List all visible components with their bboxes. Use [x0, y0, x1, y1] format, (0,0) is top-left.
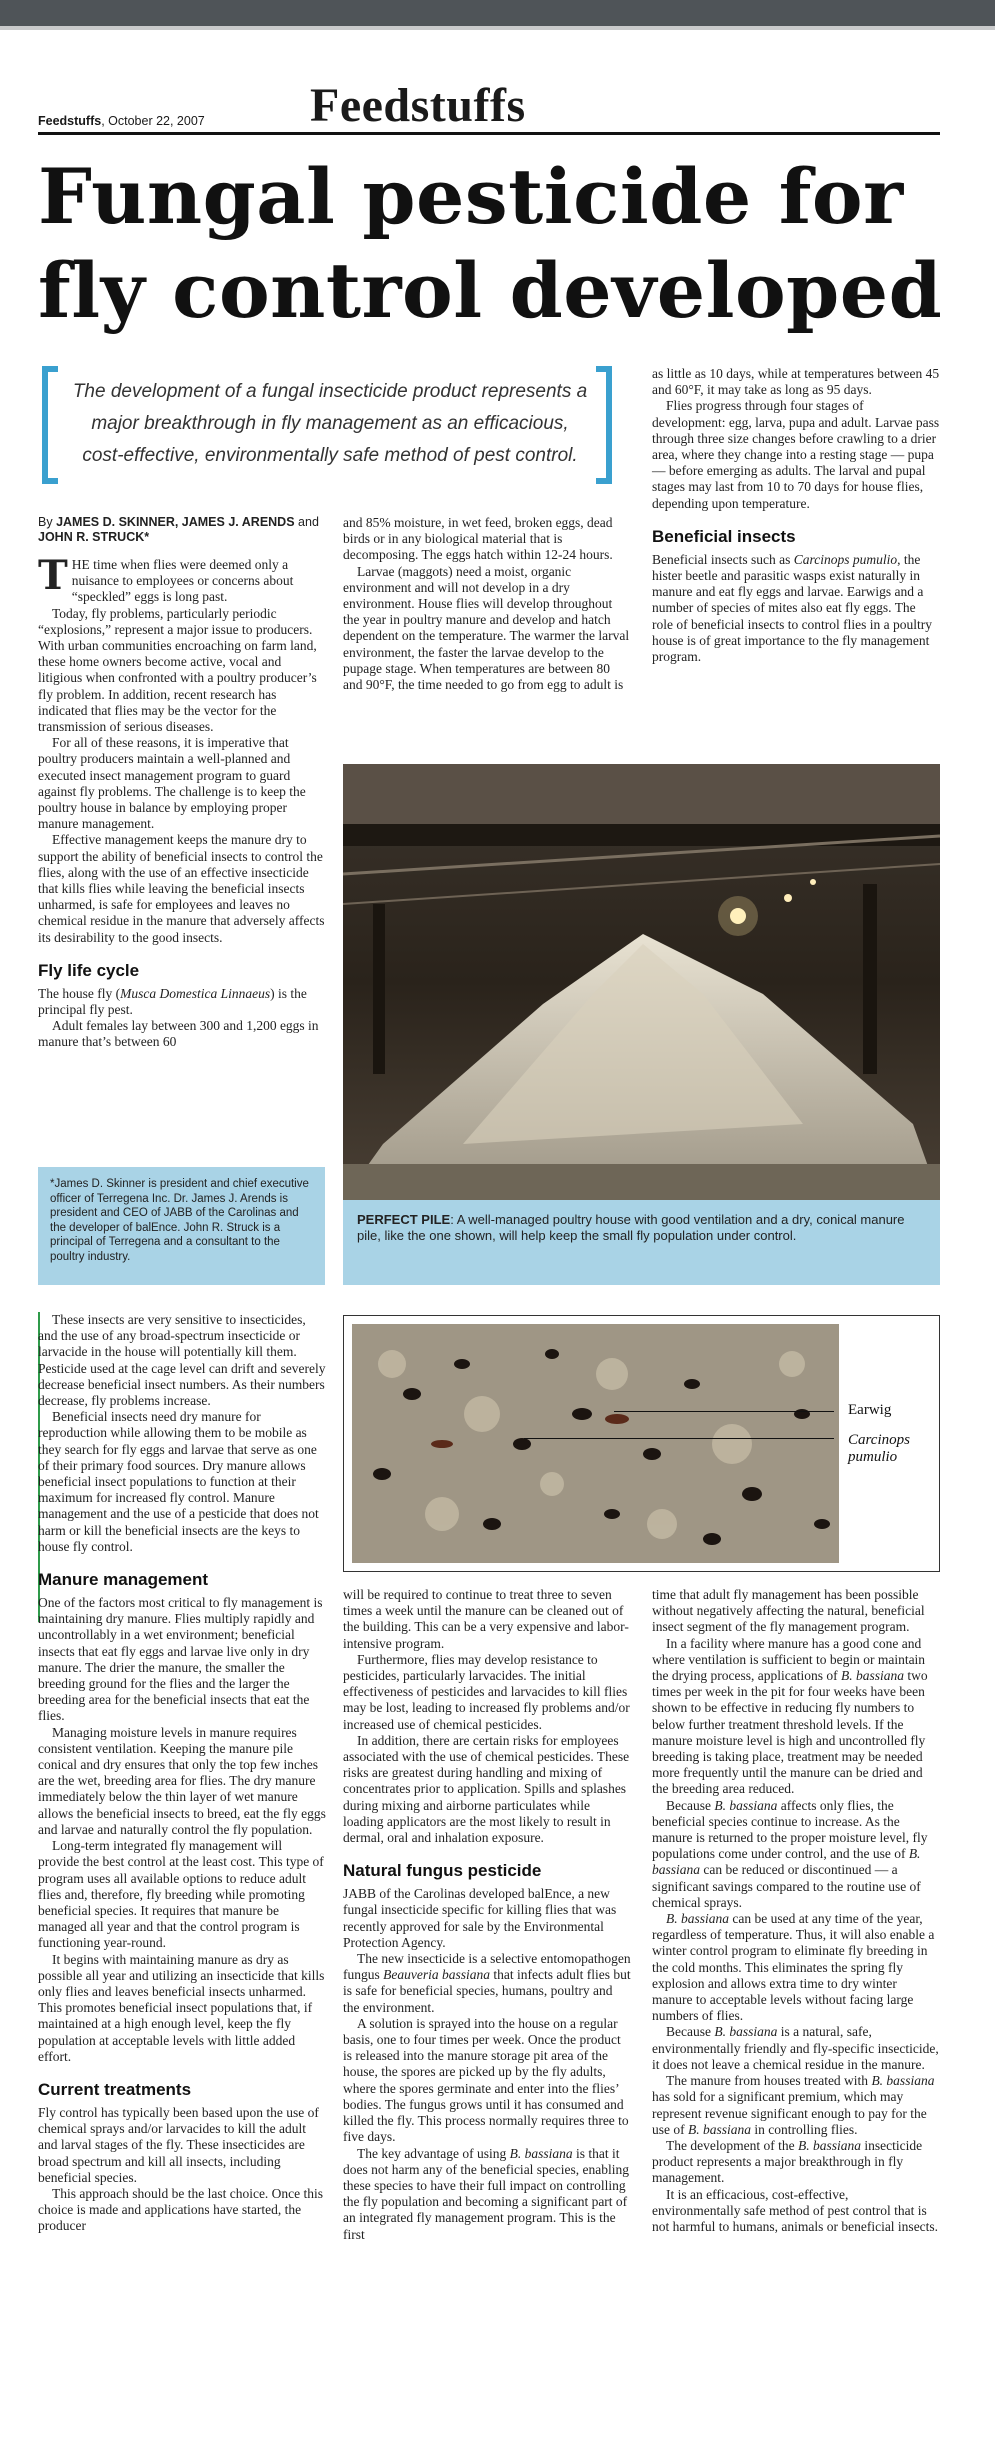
paragraph: JABB of the Carolinas developed balEnce, a new fungal insecticide specific for killing flies that was recently approved for sale by the Environmental Protection Agency. — [343, 1886, 617, 1950]
text-run: insecticide product represents a major breakthrough in fly management. — [652, 2137, 923, 2186]
species-name: B. bassiana — [797, 2137, 861, 2153]
insects-photo — [352, 1324, 839, 1563]
manure-pile-illustration — [343, 764, 940, 1200]
section-heading-fly-life-cycle: Fly life cycle — [38, 960, 140, 980]
byline-authors-2: JOHN R. STRUCK* — [38, 530, 150, 544]
species-name: B. bassiana — [714, 1797, 778, 1813]
paragraph: Effective management keeps the manure dry to support the ability of beneficial insects to control the flies, along with the use of an effective insecticide that kills flies while leaving the beneficial insects unharmed, is safe for employees and leaves no chemical residue in the manure that adversely affects its desirability to the good insects. — [38, 832, 325, 945]
headline-line-2: fly control developed — [38, 246, 943, 335]
section-heading-beneficial-insects: Beneficial insects — [652, 526, 796, 546]
byline-by: By — [38, 515, 53, 529]
text-run: is that it does not harm any of the beneficial species, enabling these species to have their full impact on controlling the fly population and becoming a significant part of an integrated fly management program. This is the first — [343, 2145, 630, 2242]
column-2-bottom — [343, 1587, 631, 2243]
text-run: affects only flies, the beneficial species continue to increase. As the manure is returned to the proper moisture level, fly populations come under control, and the use of — [652, 1797, 928, 1862]
species-name: B. bassiana — [840, 1668, 904, 1684]
text-run: The new insecticide is a selective entomopathogen fungus — [343, 1951, 631, 1983]
species-name: B. bassiana — [509, 2145, 573, 2161]
pull-quote-text: The development of a fungal insecticide product represents a major breakthrough in fly management as an efficacious, cost-effective, environmentally safe method of pest control. — [72, 381, 588, 466]
text-run: Because — [666, 2024, 715, 2040]
byline — [38, 515, 326, 545]
text-run: that infects adult flies but is safe for beneficial species, humans, poultry and the environment. — [343, 1967, 631, 2015]
masthead-rule — [38, 132, 940, 135]
label-carcinops-pumulio: Carcinops pumulio — [848, 1432, 910, 1465]
paragraph: Furthermore, flies may develop resistance to pesticides, particularly larvacides. The initial effectiveness of pesticides and larvacides to kill flies may be lost, leading to increased fly problems and/or increased use of chemical pesticides. — [343, 1651, 630, 1732]
paragraph: Beneficial insects need dry manure for reproduction while allowing them to be mobile as they search for fly eggs and larvae that serve as one of their primary food sources. Dry manure allows beneficial insect populations to function at their maximum for increased fly control. Manure management and the use of a pesticide that does not harm or kill the beneficial insects are the keys to house fly control. — [38, 1409, 319, 1554]
paragraph — [652, 2073, 940, 2138]
paragraph: Managing moisture levels in manure requires consistent ventilation. Keeping the manure pile conical and dry ensures that only the top few inches are the wet, breeding area for flies. The dry manure immediately below the thin layer of wet manure allows the beneficial insects to breed, eat the fly eggs and larvae and naturally control the fly population. — [38, 1724, 326, 1837]
paragraph — [343, 1951, 631, 2016]
article-headline — [38, 150, 958, 338]
headline-line-1: Fungal pesticide for — [38, 152, 904, 241]
section-heading-current-treatments: Current treatments — [38, 2079, 192, 2099]
paragraph — [652, 2138, 940, 2187]
text-run: The house fly ( — [38, 985, 121, 1001]
paragraph: and 85% moisture, in wet feed, broken eggs, dead birds or in any biological material that is decomposing. The eggs hatch within 12-24 hours. — [343, 515, 613, 563]
text-run: The development of the — [666, 2137, 798, 2153]
paragraph — [652, 2024, 940, 2073]
species-name: B. bassiana — [688, 2121, 752, 2137]
text-run: , the hister beetle and parasitic wasps exist naturally in manure and eat fly eggs and larvae. Earwigs and a number of species of mites also eat fly eggs. The role of beneficial insects to control flies in a poultry house is of great importance to the fly management program. — [652, 551, 933, 665]
text-run: The manure from houses treated with — [666, 2073, 872, 2089]
top-bar-shadow — [0, 26, 995, 30]
beneficial-insects-figure — [343, 1315, 940, 1572]
species-name: Carcinops pumulio — [793, 551, 898, 567]
text-run: in controlling flies. — [751, 2121, 858, 2137]
text-run: Because — [666, 1797, 715, 1813]
text-run: is a natural, safe, environmentally friendly and fly-specific insecticide, it does not leave a chemical residue in the manure. — [652, 2024, 939, 2072]
caption-label: PERFECT PILE — [357, 1212, 451, 1227]
species-name: B. bassiana — [714, 2024, 778, 2040]
intro-paragraph — [38, 552, 326, 606]
paragraph: It is an efficacious, cost-effective, environmentally safe method of pest control that is not harmful to humans, animals or beneficial insects. — [652, 2186, 939, 2234]
text-run: Beneficial insects such as — [652, 551, 794, 567]
paragraph: Fly control has typically been based upon the use of chemical sprays and/or larvacides to kill the adult and larval stages of the fly. These insecticides are broad spectrum and kill all insects, including beneficial species. — [38, 2104, 319, 2185]
paragraph — [343, 2146, 631, 2243]
window-top-bar — [0, 0, 995, 26]
paragraph — [652, 1911, 940, 2024]
masthead-title: Feedstuffs — [310, 79, 526, 132]
column-2-top — [343, 515, 631, 693]
paragraph: Long-term integrated fly management will provide the best control at the least cost. This type of program uses all available options to reduce adult flies and, therefore, fly breeding while promoting beneficial species. It requires that manure be managed all year and that the control program is functioning year-round. — [38, 1838, 324, 1951]
paragraph: will be required to continue to treat three to seven times a week until the manure can be cleaned out of the building. This can be a very expensive and labor-intensive program. — [343, 1587, 629, 1651]
species-name: B. bassiana — [652, 1846, 921, 1878]
earwig-leader-line — [614, 1411, 834, 1412]
drop-cap: T — [38, 552, 68, 599]
section-heading-manure-management: Manure management — [38, 1570, 209, 1590]
paragraph — [652, 1636, 940, 1798]
paragraph — [652, 552, 940, 665]
species-name: Musca Domestica Linnaeus — [120, 985, 271, 1001]
paragraph — [38, 986, 326, 1018]
byline-and: and — [298, 515, 319, 529]
section-heading-natural-fungus-pesticide: Natural fungus pesticide — [343, 1861, 542, 1881]
carcinops-leader-line — [524, 1438, 834, 1439]
photo-caption-perfect-pile — [343, 1200, 940, 1285]
publication-name: Feedstuffs — [38, 114, 102, 128]
right-bracket-icon — [596, 366, 612, 484]
text-run: has sold for a significant premium, which may represent revenue significant enough to pay for the use of — [652, 2089, 927, 2137]
species-name: B. bassiana — [666, 1911, 730, 1927]
paragraph: Larvae (maggots) need a moist, organic environment and will not develop in a dry environment. House flies will develop throughout the year in poultry manure and develop and hatch dependent on the temperature. The warmer the larval environment, the faster the larvae develop to the pupage stage. When temperatures are between 80 and 90°F, the time needed to go from egg to adult is — [343, 563, 630, 693]
text-run: can be reduced or discontinued — a significant savings compared to the routine use of chemical sprays. — [652, 1862, 921, 1910]
paragraph: It begins with maintaining manure as dry as possible all year and utilizing an insecticide that kills only flies and leaves beneficial insects unharmed. This promotes beneficial insect populations that, if maintained at a high enough level, keep the fly population at acceptable levels with little added effort. — [38, 1951, 325, 2064]
column-1-top — [38, 515, 326, 1051]
paragraph: These insects are very sensitive to insecticides, and the use of any broad-spectrum insecticide or larvacide in the house will potentially kill them. Pesticide used at the cage level can drift and severely decrease beneficial insect numbers. As their numbers decrease, fly problems increase. — [38, 1312, 326, 1409]
text-run: ) is the principal fly pest. — [38, 985, 307, 1018]
column-3-bottom — [652, 1587, 940, 2235]
publication-dateline — [38, 114, 205, 128]
text-run: In a facility where manure has a good cone and where ventilation is sufficient to begin or maintain the drying process, applications of — [652, 1635, 926, 1684]
text-run: The key advantage of using — [357, 2145, 510, 2161]
column-3-top — [652, 366, 940, 665]
left-bracket-icon — [42, 366, 58, 484]
species-name: B. bassiana — [871, 2073, 935, 2089]
byline-authors-1: JAMES D. SKINNER, JAMES J. ARENDS — [56, 515, 295, 529]
label-earwig: Earwig — [848, 1402, 892, 1418]
beetles-illustration — [352, 1324, 839, 1563]
caption-text: : A well-managed poultry house with good ventilation and a dry, conical manure pile, like the one shown, will help keep the small fly population under control. — [357, 1212, 905, 1243]
text-run: can be used at any time of the year, regardless of temperature. Thus, it will also enable a winter control program to eliminate fly breeding in the cold months. This eliminates the spring fly explosion and allows extra time to dry winter manure to acceptable levels without facing large numbers of flies. — [652, 1911, 935, 2024]
column-1-bottom — [38, 1312, 326, 2235]
paragraph-text: HE time when flies were deemed only a nuisance to employees or concerns about “speckled” eggs is long past. — [71, 557, 294, 605]
paragraph: Today, fly problems, particularly periodic “explosions,” represent a major issue to producers. With urban communities encroaching on farm land, these home owners become active, vocal and litigious when confronted with a poultry producer’s fly problem. In addition, recent research has indicated that flies may be the vector for the transmission of serious diseases. — [38, 605, 317, 735]
poultry-house-photo — [343, 764, 940, 1200]
paragraph — [652, 1798, 940, 1911]
paragraph: In addition, there are certain risks for employees associated with the use of chemical pesticides. These risks are greatest during handling and mixing of concentrates prior to application. Spills and splashes during mixing and airborne particulates while loading applicators are the most likely to result in dermal, oral and inhalation exposure. — [343, 1732, 630, 1846]
species-name: Beauveria bassiana — [383, 1967, 490, 1983]
paragraph: as little as 10 days, while at temperatures between 45 and 60°F, it may take as long as 95 days. — [652, 366, 940, 398]
text-run: two times per week in the pit for four weeks have been shown to be effective in reducing fly numbers to below further treatment threshold levels. If the manure moisture level is high and uncontrolled fly breeding is taking place, treatment may be needed more frequently until the manure can be dried and the breeding area reduced. — [652, 1668, 928, 1797]
pull-quote — [42, 366, 612, 484]
publication-date: , October 22, 2007 — [101, 114, 205, 128]
paragraph: A solution is sprayed into the house on a regular basis, one to four times per week. Once the product is released into the manure storage pit area of the house, the spores are picked up by the fly adults, where the spores germinate and enter into the flies’ bodies. The fungus grows until it has consumed and killed the fly. This process normally requires three to five days. — [343, 2015, 629, 2145]
paragraph: Flies progress through four stages of development: egg, larva, pupa and adult. Larvae pass through three size changes before crawling to a drier area, where they change into a resting stage — pupa — before emerging as adults. The larval and pupal stages may last from 10 to 70 days for house flies, depending upon temperature. — [652, 398, 940, 511]
masthead — [38, 72, 940, 136]
paragraph: This approach should be the last choice. Once this choice is made and applications have started, the producer — [38, 2185, 324, 2234]
paragraph: One of the factors most critical to fly management is maintaining dry manure. Flies multiply rapidly and uncontrollably in a wet environment; beneficial insects that eat fly eggs and larvae live only in dry manure. The drier the manure, the smaller the breeding ground for the flies and the larger the breeding area for the beneficial insects that eat the flies. — [38, 1595, 323, 1724]
paragraph: Adult females lay between 300 and 1,200 eggs in manure that’s between 60 — [38, 1018, 319, 1050]
paragraph: For all of these reasons, it is imperative that poultry producers maintain a well-planned and executed insect management program to guard against fly problems. The challenge is to keep the poultry house in balance by employing proper manure management. — [38, 735, 306, 832]
author-bio-box: *James D. Skinner is president and chief executive officer of Terregena Inc. Dr. James J. Arends is president and CEO of JABB of the Carolinas and the developer of balEnce. John R. Struck is a principal of Terregena and a consultant to the poultry industry. — [38, 1167, 325, 1285]
paragraph: time that adult fly management has been possible without negatively affecting the natural, beneficial insect segment of the fly management program. — [652, 1587, 925, 1635]
